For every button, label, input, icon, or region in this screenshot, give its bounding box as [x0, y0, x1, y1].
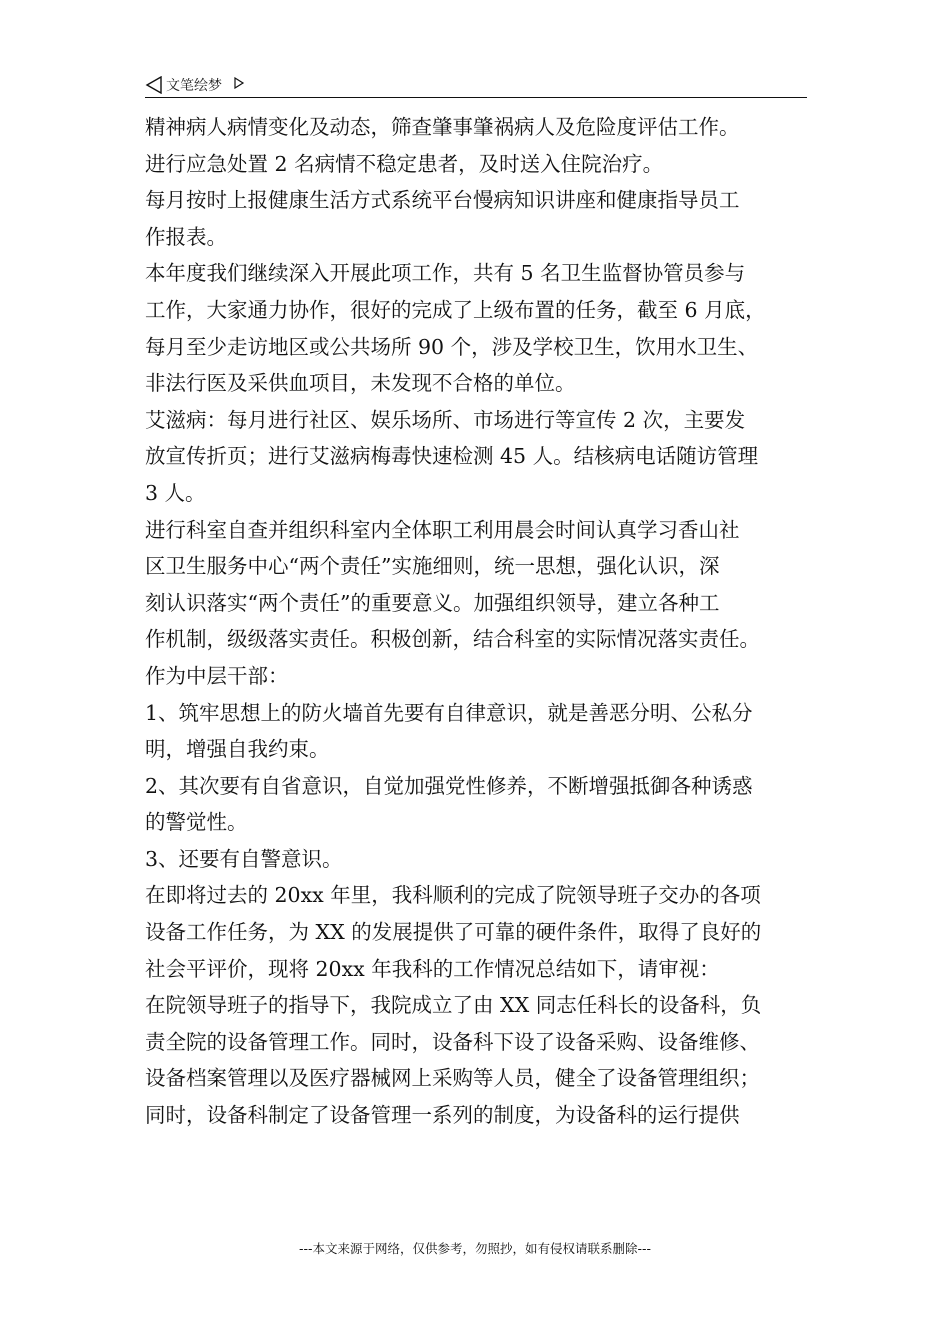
text-line: 本年度我们继续深入开展此项工作，共有 5 名卫生监督协管员参与 [145, 261, 746, 286]
triangle-left-icon [145, 76, 163, 94]
text-line: 1、筑牢思想上的防火墙首先要有自律意识，就是善恶分明、公私分 [145, 700, 753, 725]
text-line: 刻认识落实“两个责任”的重要意义。加强组织领导，建立各种工 [145, 590, 720, 615]
triangle-right-icon [233, 77, 245, 89]
text-line: 3、还要有自警意识。 [145, 846, 343, 871]
text-line: 艾滋病：每月进行社区、娱乐场所、市场进行等宣传 2 次，主要发 [145, 407, 746, 432]
text-line: 设备档案管理以及医疗器械网上采购等人员，健全了设备管理组织； [145, 1066, 760, 1091]
text-line: 进行科室自查并组织科室内全体职工利用晨会时间认真学习香山社 [145, 517, 740, 542]
page-header [145, 74, 807, 98]
header-rule [145, 97, 807, 98]
text-line: 作报表。 [145, 224, 227, 249]
text-line: 3 人。 [145, 480, 206, 505]
text-line: 进行应急处置 2 名病情不稳定患者，及时送入住院治疗。 [145, 151, 664, 176]
text-line: 2、其次要有自省意识，自觉加强党性修养，不断增强抵御各种诱惑 [145, 773, 753, 798]
page-footer: ---本文来源于网络，仅供参考，勿照抄，如有侵权请联系删除--- [298, 1241, 652, 1256]
text-line: 设备工作任务，为 XX 的发展提供了可靠的硬件条件，取得了良好的 [145, 920, 762, 945]
text-line: 区卫生服务中心“两个责任”实施细则，统一思想，强化认识，深 [145, 554, 720, 579]
text-line: 明，增强自我约束。 [145, 737, 330, 762]
text-line: 同时，设备科制定了设备管理一系列的制度，为设备科的运行提供 [145, 1103, 740, 1128]
document-body [145, 109, 807, 1134]
text-line: 每月按时上报健康生活方式系统平台慢病知识讲座和健康指导员工 [145, 188, 740, 213]
text-line: 在院领导班子的指导下，我院成立了由 XX 同志任科长的设备科，负 [145, 993, 762, 1018]
text-line: 作为中层干部： [145, 663, 289, 688]
text-line: 作机制，级级落实责任。积极创新，结合科室的实际情况落实责任。 [145, 627, 760, 652]
header-brand: 文笔绘梦 [166, 78, 222, 94]
text-line: 工作，大家通力协作，很好的完成了上级布置的任务，截至 6 月底， [145, 297, 766, 322]
text-line: 责全院的设备管理工作。同时，设备科下设了设备采购、设备维修、 [145, 1029, 760, 1054]
text-line: 社会平评价，现将 20xx 年我科的工作情况总结如下，请审视： [145, 956, 720, 981]
text-line: 的警觉性。 [145, 810, 248, 835]
text-line: 放宣传折页；进行艾滋病梅毒快速检测 45 人。结核病电话随访管理 [145, 444, 759, 469]
text-line: 每月至少走访地区或公共场所 90 个，涉及学校卫生，饮用水卫生、 [145, 334, 759, 359]
text-line: 精神病人病情变化及动态，筛查肇事肇祸病人及危险度评估工作。 [145, 115, 740, 139]
text-line: 在即将过去的 20xx 年里，我科顺利的完成了院领导班子交办的各项 [145, 883, 761, 908]
text-line: 非法行医及采供血项目，未发现不合格的单位。 [145, 371, 576, 396]
